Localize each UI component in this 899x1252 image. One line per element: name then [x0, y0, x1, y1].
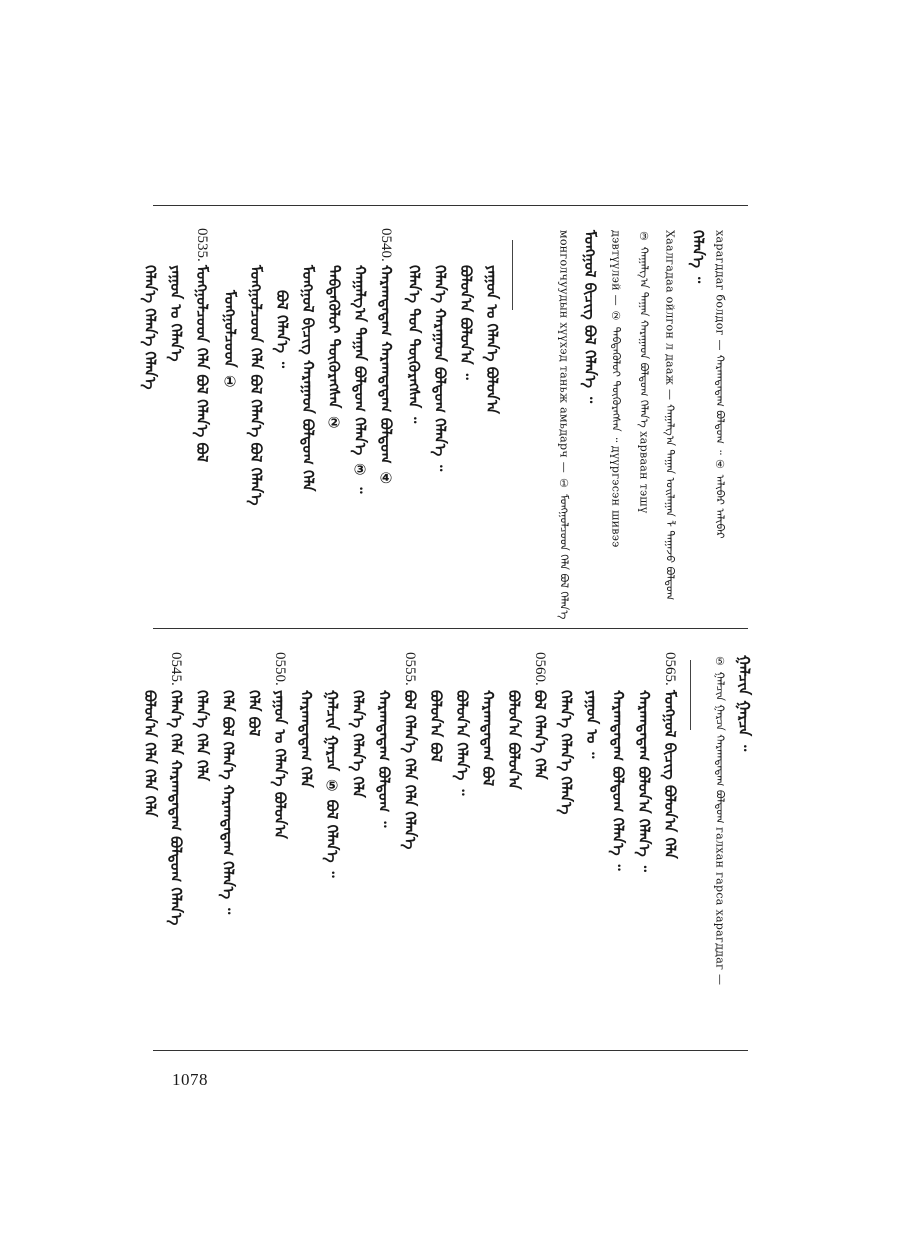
verse-line: ᠪᠣᠯᠤᠨ᠎ᠠ ᠪᠣᠯᠤᠨ᠎ᠠ ᠃: [457, 265, 475, 380]
verse-line: ᠪᠣᠯᠤᠨ᠎ᠠ ᠬᠡᠯᠡ ᠬᠡᠯᠡ ᠬᠡᠯᠡ: [141, 690, 159, 817]
upper-footnote-line: ᠬᠡᠯᠡᠨ᠎ᠡ ᠃: [689, 230, 707, 284]
verse-line: ᠪᠣᠯ ᠬᠡᠯᠡᠨ᠎ᠡ ᠬᠡᠯᠡ: [531, 690, 549, 780]
verse-line: ᠬᠠᠭᠠᠯᠭ᠎ᠠ ᠳᠠᠭᠠᠨ ᠪᠣᠯᠳᠣᠭ ᠬᠡᠯᠡᠨ᠎ᠡ ③ ᠃: [351, 265, 369, 494]
verse-line: ᠬᠠᠷᠠᠭᠳᠠᠳᠠᠭ ᠪᠣᠯᠳᠣᠭ ᠃: [375, 690, 393, 828]
verse-line: ᠬᠡᠯᠡᠨ᠎ᠡ ᠬᠡᠯᠡᠨ᠎ᠡ ᠬᠡᠯᠡᠨ᠎ᠡ: [141, 265, 159, 390]
verse-line: ᠪᠣᠯᠤᠨ᠎ᠠ ᠬᠡᠯᠡᠨ᠎ᠡ ᠃: [453, 690, 471, 796]
lower-footnote-line: ᠭᠠᠯᠴᠢᠨ ᠭᠠᠷᠴᠠ ᠃: [735, 655, 753, 752]
verse-number: 0545.: [168, 652, 184, 686]
verse-line: ᠮᠣᠩᠭᠣᠯ ᠪᠢᠴᠢᠭ ᠪᠣᠯᠤᠨ᠎ᠠ ᠬᠡᠯᠡ: [661, 690, 679, 859]
bottom-rule: [153, 1050, 748, 1051]
upper-footnote-line: ᠮᠣᠩᠭᠣᠯ ᠪᠢᠴᠢᠭ ᠪᠣᠯ ᠬᠡᠯᠡᠨ᠎ᠡ ᠃: [581, 230, 599, 404]
verse-number: 0560.: [532, 652, 548, 686]
verse-line: ᠬᠡᠯᠡᠨ᠎ᠡ ᠬᠡᠯᠡ ᠬᠠᠷᠠᠭᠳᠠᠳᠠᠭ ᠪᠣᠯᠳᠣᠭ ᠬᠡᠯᠡᠨ᠎ᠡ: [167, 690, 185, 926]
verse-line: ᠬᠠᠷᠠᠭᠳᠠᠳᠠᠭ ᠪᠣᠯᠳᠣᠭ ᠬᠡᠯᠡᠨ᠎ᠡ ᠃: [609, 690, 627, 871]
verse-line: ᠶᠠᠭᠤᠨ ᠤ ᠬᠡᠯᠡᠨ᠎ᠡ ᠪᠣᠯᠤᠨ᠎ᠠ: [271, 690, 289, 839]
middle-rule: [153, 628, 748, 629]
verse-line: ᠬᠠᠷᠠᠭᠳᠠᠳᠠᠭ ᠪᠣᠯ: [479, 690, 497, 787]
verse-line: ᠶᠠᠭᠤᠨ ᠤ ᠬᠡᠯᠡᠨ᠎ᠡ: [167, 265, 185, 362]
verse-line: ᠮᠣᠩᠭᠣᠯᠴᠤᠳ ᠬᠡᠯᠡ ᠪᠣᠯ ᠬᠡᠯᠡᠨ᠎ᠡ ᠪᠣᠯ ᠬᠡᠯᠡᠨ᠎ᠡ: [247, 265, 265, 506]
verse-line: ᠮᠣᠩᠭᠣᠯᠴᠤᠳ ①: [221, 290, 239, 391]
verse-line: ᠬᠠᠷᠠᠭᠳᠠᠳᠠᠭ ᠬᠠᠷᠠᠭᠳᠠᠳᠠᠭ ᠪᠣᠯᠳᠣᠭ ④: [377, 265, 395, 487]
verse-number: 0550.: [272, 652, 288, 686]
verse-line: ᠬᠡᠯᠡᠨ᠎ᠡ ᠬᠡᠯᠡᠨ᠎ᠡ ᠬᠡᠯᠡ: [349, 690, 367, 798]
upper-footnote-separator: [512, 240, 513, 310]
upper-footnote-line: ③ ᠬᠠᠭᠠᠯᠭ᠎ᠠ ᠳᠠᠭᠠᠨ ᠬᠠᠷᠠᠭᠠᠳ ᠪᠣᠯᠳᠣᠭ ᠬᠡᠯᠡᠨ᠎ᠡ харваан тэшү: [637, 230, 651, 514]
verse-number: 0540.: [378, 228, 394, 262]
verse-line: ᠶᠠᠭᠤᠨ ᠤ ᠃: [583, 690, 601, 759]
verse-line: ᠪᠣᠯᠤᠨ᠎ᠠ ᠪᠣᠯᠤᠨ᠎ᠠ: [505, 690, 523, 790]
verse-number: 0535.: [194, 228, 210, 262]
verse-line: ᠭᠠᠯᠴᠢᠨ ᠭᠠᠷᠴᠠ ⑤ ᠪᠣᠯ ᠬᠡᠯᠡᠨ᠎ᠡ ᠃: [323, 690, 341, 878]
verse-number: 0565.: [662, 652, 678, 686]
verse-line: ᠬᠡᠯᠡ ᠪᠣᠯ ᠬᠡᠯᠡᠨ᠎ᠡ ᠬᠠᠷᠠᠭᠳᠠᠳᠠᠭ ᠬᠡᠯᠡᠨ᠎ᠡ ᠃: [219, 690, 237, 915]
lower-footnote-line: ⑤ ᠭᠠᠯᠴᠢᠨ ᠭᠠᠷᠴᠠ ᠬᠠᠷᠠᠭᠳᠠᠳᠠᠭ ᠪᠣᠯᠳᠣᠭ галхан гарса харагддаг —: [713, 655, 727, 986]
verse-line: ᠮᠣᠩᠭᠣᠯ ᠪᠢᠴᠢᠭ ᠬᠠᠷᠠᠭᠠᠳ ᠪᠣᠯᠳᠣᠭ ᠬᠡᠯᠡ: [299, 265, 317, 492]
lower-footnote-separator: [690, 660, 691, 730]
upper-footnote-line: харагддаг болдог — ᠬᠠᠷᠠᠭᠳᠠᠳᠠᠭ ᠪᠣᠯᠳᠣᠭ ᠃ ④ ᠠᠯᠢᠪᠠᠷ ᠠᠯᠢᠪᠠᠷ: [713, 230, 727, 539]
verse-line: ᠪᠣᠯ ᠬᠡᠯᠡᠨ᠎ᠡ ᠬᠡᠯᠡ ᠬᠡᠯᠡ ᠬᠡᠯᠡᠨ᠎ᠡ: [401, 690, 419, 850]
upper-footnote-line: дэвтүүлэй — ② ᠳᠡᠪᠲᠡᠭᠦᠯᠦᠢ ᠳᠦᠭᠦᠷᠡᠭᠰᠡᠨ ᠃ дүүргэсэн шивээ: [609, 230, 623, 548]
verse-line: ᠬᠡᠯᠡ ᠪᠣᠯ: [245, 690, 263, 737]
verse-line: ᠪᠣᠯᠤᠨ᠎ᠠ ᠪᠣᠯ: [427, 690, 445, 763]
verse-line: ᠬᠡᠯᠡᠨ᠎ᠡ ᠳᠤᠨ ᠳᠦᠭᠦᠷᠡᠭᠰᠡᠨ ᠃: [405, 265, 423, 424]
verse-line: ᠮᠣᠩᠭᠣᠯᠴᠤᠳ ᠬᠡᠯᠡ ᠪᠣᠯ ᠬᠡᠯᠡᠨ᠎ᠡ ᠪᠣᠯ: [193, 265, 211, 463]
verse-line: ᠬᠡᠯᠡᠨ᠎ᠡ ᠬᠡᠯᠡᠨ᠎ᠡ ᠬᠡᠯᠡᠨ᠎ᠡ: [557, 690, 575, 815]
page-number: 1078: [172, 1070, 208, 1089]
verse-line: ᠬᠠᠷᠠᠭᠳᠠᠳᠠᠭ ᠬᠡᠯᠡ: [297, 690, 315, 788]
verse-line: ᠬᠠᠷᠠᠭᠳᠠᠳᠠᠭ ᠪᠣᠯᠤᠨ᠎ᠠ ᠬᠡᠯᠡᠨ᠎ᠡ ᠃: [635, 690, 653, 872]
verse-line: ᠪᠣᠯ ᠬᠡᠯᠡᠨ᠎ᠡ ᠃: [273, 290, 291, 369]
verse-line: ᠬᠡᠯᠡᠨ᠎ᠡ ᠬᠠᠷᠠᠭᠠᠳ ᠪᠣᠯᠳᠣᠭ ᠬᠡᠯᠡᠨ᠎ᠡ ᠃: [431, 265, 449, 472]
upper-footnote-line: Хаалгадаа ойлгон л дааж — ᠬᠠᠭᠠᠯᠭ᠎ᠠ ᠳᠠᠭᠠᠨ ᠣᠢᠯᠠᠭᠠᠨ ᠯ ᠳᠠᠭᠠᠵᠤ ᠪᠣᠯᠳᠣᠭ: [663, 230, 677, 601]
verse-number: 0555.: [402, 652, 418, 686]
upper-footnote-line: монголчуудын хүүхэд таньж амьдарч — ① ᠮᠣᠩᠭᠣᠯᠴᠤᠳ ᠬᠡᠯᠡ ᠪᠣᠯ ᠬᠡᠯᠡᠨ᠎ᠡ: [557, 230, 571, 620]
verse-line: ᠳᠡᠪᠲᠡᠭᠦᠯᠦᠢ ᠳᠦᠭᠦᠷᠡᠭᠰᠡᠨ ②: [325, 265, 343, 432]
verse-line: ᠬᠡᠯᠡᠨ᠎ᠡ ᠬᠡᠯᠡ ᠬᠡᠯᠡ: [193, 690, 211, 782]
verse-line: ᠶᠠᠭᠤᠨ ᠤ ᠬᠡᠯᠡᠨ᠎ᠡ ᠪᠣᠯᠤᠨ᠎ᠠ: [483, 265, 501, 414]
top-rule: [153, 205, 748, 206]
